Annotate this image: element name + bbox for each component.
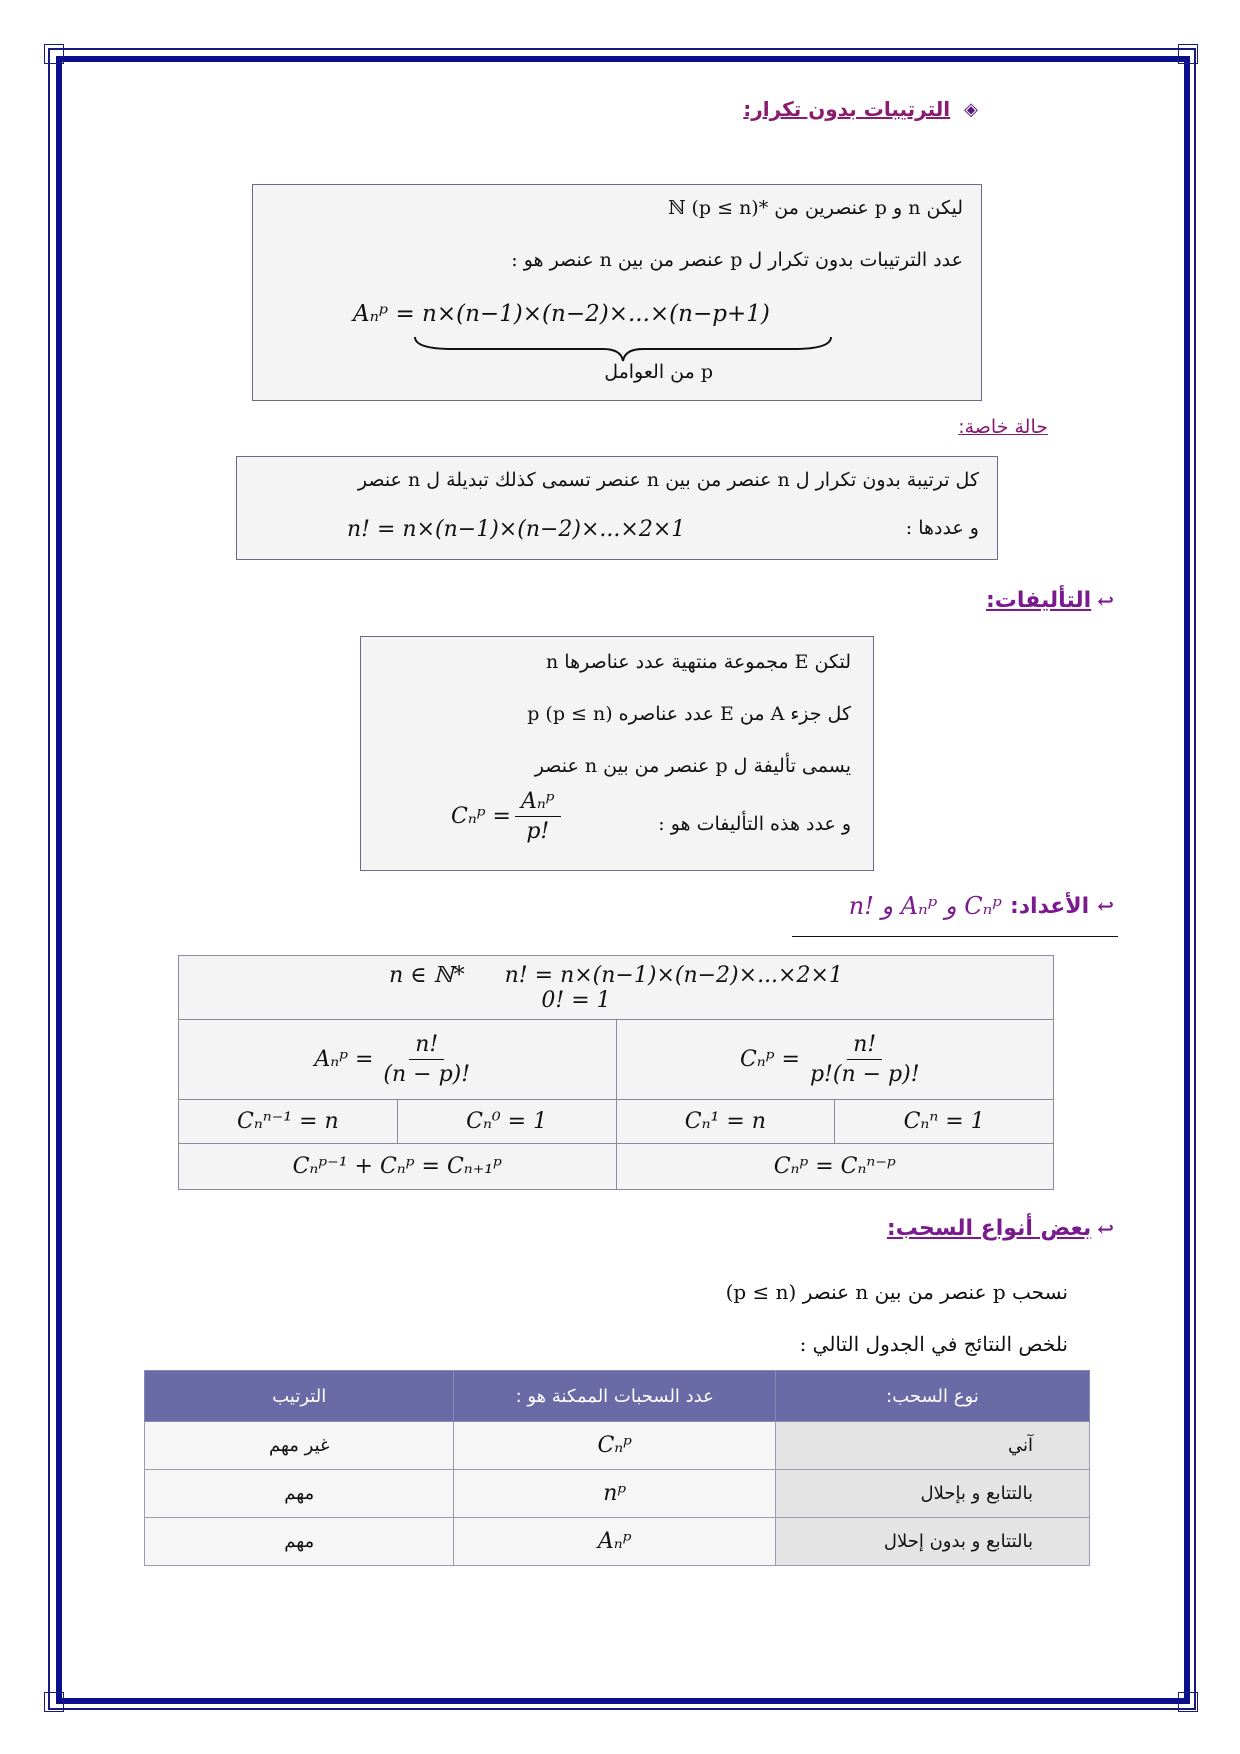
arrangements-formula: Aₙᵖ = n×(n−1)×(n−2)×...×(n−p+1) [353,301,770,327]
table-row [145,1518,1090,1566]
draw-kind: بالتتابع و بدون إحلال [775,1518,1089,1566]
formulas-table [178,955,1054,1190]
brace-label: p من العوامل [604,361,713,383]
symmetry-rule-cell: Cₙᵖ = Cₙⁿ⁻ᵖ [616,1144,1054,1190]
arrow-bullet-icon: ↩ [1097,1216,1114,1241]
frame-corner [44,44,64,64]
header-kind: نوع السحب: [775,1371,1089,1422]
draw-count: Aₙᵖ [454,1518,775,1566]
section-title: الترتيبات بدون تكرار: [743,97,951,121]
arrangements-line-1: ليكن n و p عنصرين من *ℕ (p ≤ n) [668,197,963,219]
table-row [145,1422,1090,1470]
header-count: عدد السحبات الممكنة هو : [454,1371,775,1422]
n-in-naturals: n ∈ ℕ* [389,962,465,988]
fraction-denominator: p! [526,819,550,844]
special-case-title: حالة خاصة: [958,416,1048,438]
underbrace [413,333,833,363]
diamond-bullet-icon: ◈ [964,98,978,120]
arrangement-denominator: (n − p)! [383,1062,471,1087]
combinations-formula [451,789,565,844]
identity-cell: Cₙ⁰ = 1 [397,1100,616,1144]
identity-cell: Cₙⁿ = 1 [835,1100,1054,1144]
identity-cell: Cₙⁿ⁻¹ = n [179,1100,398,1144]
draw-count: nᵖ [454,1470,775,1518]
arrangements-box [252,184,982,401]
draws-table [144,1370,1090,1566]
combination-formula-cell [616,1020,1054,1100]
arrangement-numerator: n! [409,1032,444,1060]
frame-corner [44,1692,64,1712]
combinations-heading [986,588,1114,613]
arrangement-formula-cell [179,1020,617,1100]
identity-cell: Cₙ¹ = n [616,1100,835,1144]
zero-factorial: 0! = 1 [541,987,611,1013]
frame-corner [1178,1692,1198,1712]
combination-numerator: n! [847,1032,882,1060]
permutation-box [236,456,998,560]
numbers-title: الأعداد: [1009,893,1090,919]
permutation-formula: n! = n×(n−1)×(n−2)×...×2×1 [347,517,686,542]
draws-line-2: نلخص النتائج في الجدول التالي : [799,1332,1068,1356]
permutation-line-2-label: و عددها : [905,517,979,539]
draw-kind: آني [775,1422,1089,1470]
permutation-line-1: كل ترتيبة بدون تكرار ل n عنصر من بين n عنصر تسمى كذلك تبديلة ل n عنصر [357,469,979,491]
combinations-line-2: كل جزء A من E عدد عناصره p (p ≤ n) [527,703,851,725]
combinations-formula-lhs: Cₙᵖ = [451,804,511,829]
arrangements-line-2: عدد الترتيبات بدون تكرار ل p عنصر من بين n عنصر هو : [511,249,963,271]
numbers-heading [849,892,1114,920]
fraction-numerator: Aₙᵖ [515,789,561,817]
draws-title: بعض أنواع السحب: [886,1216,1092,1241]
arrangement-lhs: Aₙᵖ = [314,1047,374,1072]
numbers-title-math: n! و Aₙᵖ و Cₙᵖ [848,892,1002,920]
table-row [145,1470,1090,1518]
arrow-bullet-icon: ↩ [1097,588,1114,613]
draws-heading [887,1216,1114,1241]
combinations-box [360,636,874,871]
factorial-cell [179,956,1054,1020]
combinations-title: التأليفات: [985,588,1092,613]
draw-kind: بالتتابع و بإحلال [775,1470,1089,1518]
combination-lhs: Cₙᵖ = [739,1047,800,1072]
draw-order: مهم [145,1518,454,1566]
pascal-rule-cell: Cₙᵖ⁻¹ + Cₙᵖ = Cₙ₊₁ᵖ [179,1144,617,1190]
combinations-line-3: يسمى تأليفة ل p عنصر من بين n عنصر [534,755,851,777]
section-permutations-heading [743,97,978,121]
header-order: الترتيب [145,1371,454,1422]
combinations-line-1: لتكن E مجموعة منتهية عدد عناصرها n [546,651,851,673]
draw-count: Cₙᵖ [454,1422,775,1470]
draw-order: غير مهم [145,1422,454,1470]
arrow-bullet-icon: ↩ [1097,894,1114,918]
factorial-definition: n! = n×(n−1)×(n−2)×...×2×1 [504,962,843,988]
combination-denominator: p!(n − p)! [809,1062,920,1087]
draw-order: مهم [145,1470,454,1518]
combinations-line-4-label: و عدد هذه التأليفات هو : [658,813,851,835]
numbers-heading-rule [792,936,1118,937]
draws-line-1: نسحب p عنصر من بين n عنصر (p ≤ n) [725,1280,1068,1304]
combinations-fraction [515,789,561,844]
frame-corner [1178,44,1198,64]
